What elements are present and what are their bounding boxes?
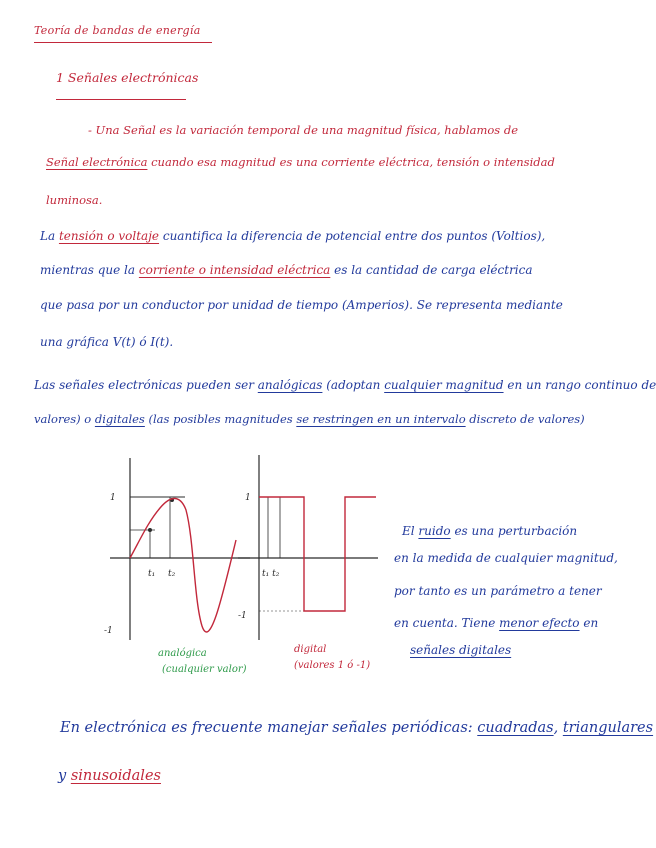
p2-line-2: mientras que la corriente o intensidad eléctrica es la cantidad de carga eléctrica (40, 263, 533, 277)
note-line-1: El ruido es una perturbación (402, 524, 578, 538)
p1-line-1: - Una Señal es la variación temporal de una magnitud física, hablamos de (88, 123, 519, 137)
term-tension: tensión o voltaje (58, 229, 160, 243)
p3-line-2: valores) o digitales (las posibles magnitudes se restringen en un intervalo discreto de valores) (34, 412, 585, 426)
note-line-3: por tanto es un parámetro a tener (394, 584, 602, 598)
analog-t2: t₂ (168, 569, 176, 579)
term-ruido: ruido (418, 524, 451, 538)
digital-square-wave (259, 497, 376, 611)
analog-plot (104, 458, 250, 675)
digital-t-labels: t₁ t₂ (262, 569, 280, 579)
page-title: Teoría de bandas de energía (34, 24, 201, 37)
note-line-5: señales digitales (410, 643, 512, 657)
closing-line-2: y sinusoidales (58, 768, 161, 784)
p2-line-4: una gráfica V(t) ó I(t). (40, 335, 174, 349)
term-sinusoidales: sinusoidales (70, 768, 161, 784)
digital-plot (238, 455, 378, 671)
term-cualquier-magnitud: cualquier magnitud (384, 378, 504, 392)
term-corriente: corriente o intensidad eléctrica (138, 263, 331, 277)
digital-tick-minus-1: -1 (238, 611, 247, 621)
analog-tick-minus-1: -1 (104, 626, 113, 636)
digital-subcaption: (valores 1 ó -1) (294, 660, 371, 671)
digital-tick-1: 1 (245, 493, 251, 503)
note-line-2: en la medida de cualquier magnitud, (394, 551, 618, 565)
term-menor-efecto: menor efecto (499, 616, 580, 630)
p3-line-1: Las señales electrónicas pueden ser analógicas (adoptan cualquier magnitud en un rango continuo de (34, 378, 656, 392)
analog-point-t1 (148, 528, 152, 532)
closing-line-1: En electrónica es frecuente manejar señales periódicas: cuadradas, triangulares (60, 720, 654, 736)
term-digitales: digitales (94, 412, 145, 426)
term-senal-electronica: Señal electrónica (46, 155, 148, 169)
note-line-4: en cuenta. Tiene menor efecto en (394, 616, 599, 630)
p2-line-1: La tensión o voltaje cuantifica la diferencia de potencial entre dos puntos (Voltios), (40, 229, 546, 243)
term-intervalo: se restringen en un intervalo (296, 412, 466, 426)
analog-curve (130, 499, 236, 632)
p2-line-3: que pasa por un conductor por unidad de tiempo (Amperios). Se representa mediante (40, 298, 563, 312)
term-analogicas: analógicas (257, 378, 323, 392)
term-cuadradas: cuadradas (477, 720, 554, 736)
p1-line-3: luminosa. (46, 193, 103, 207)
digital-caption: digital (294, 644, 327, 655)
p1-line-2: Señal electrónica cuando esa magnitud es una corriente eléctrica, tensión o intensidad (46, 155, 555, 169)
section-title: 1 Señales electrónicas (56, 70, 199, 85)
term-triangulares: triangulares (562, 720, 654, 736)
analog-t1: t₁ (148, 569, 156, 579)
analog-tick-1: 1 (110, 493, 116, 503)
analog-subcaption: (cualquier valor) (162, 664, 247, 675)
analog-caption: analógica (158, 648, 207, 659)
